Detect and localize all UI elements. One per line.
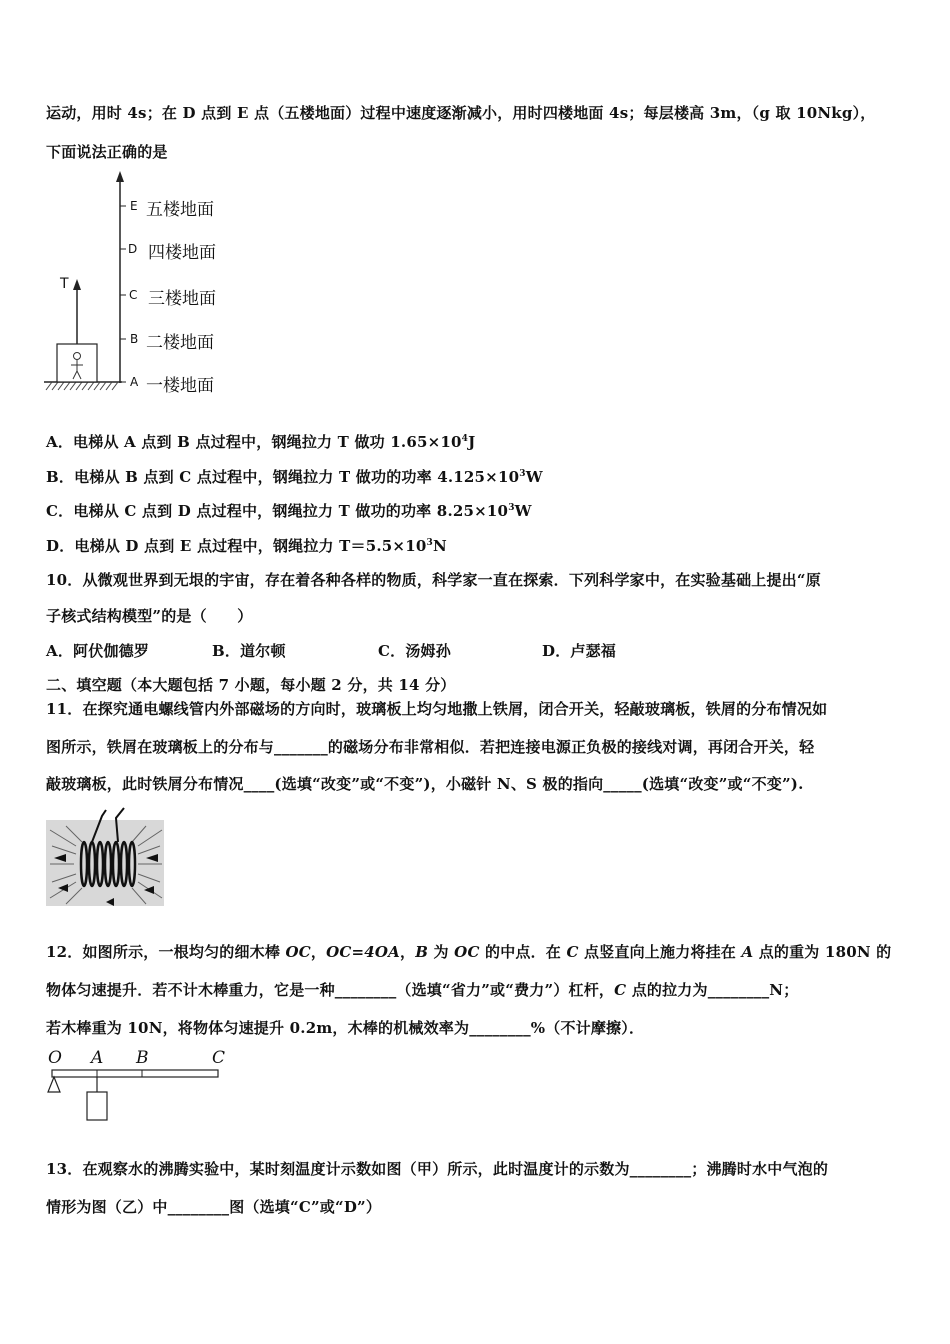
floor-point-e: E: [130, 199, 138, 213]
axis-arrow-icon: [116, 171, 124, 182]
q10-text-line1: 10．从微观世界到无垠的宇宙，存在着各种各样的物质，科学家一直在探索．下列科学家中，在实验基础上提出“原: [46, 571, 821, 589]
q10-option-b: B．道尔顿: [212, 642, 286, 660]
q11-text-line3: 敲玻璃板，此时铁屑分布情况____(选填“改变”或“不变”)，小磁针 N、S 极的指向_____(选填“改变”或“不变”).: [46, 775, 804, 793]
q9-option-a: A．电梯从 A 点到 B 点过程中，钢绳拉力 T 做功 $1.65\times 10^4J$: [46, 433, 476, 451]
fulcrum-icon: [48, 1077, 60, 1092]
q10-text-line2: 子核式结构模型”的是（ ）: [46, 607, 253, 625]
q10-option-d: D．卢瑟福: [542, 642, 617, 660]
q12-text-line2: 物体匀速提升．若不计木棒重力，它是一种________（选填“省力”或“费力”）杠杆，C 点的拉力为________N；: [46, 981, 799, 999]
lever-rod: [52, 1070, 218, 1077]
q12-text-line1: 12．如图所示，一根均匀的细木棒 OC，OC=4OA，B 为 OC 的中点．在 C 点竖直向上施力将挂在 A 点的重为 180N 的: [46, 943, 892, 961]
lever-label-c: C: [212, 1048, 226, 1068]
q10-option-a: A．阿伏伽德罗: [46, 642, 150, 660]
q9-text-line2: 下面说法正确的是: [46, 143, 168, 161]
floor-point-d: D: [128, 242, 138, 256]
q10-option-c: C．汤姆孙: [378, 642, 451, 660]
floor-point-a: A: [130, 375, 139, 389]
lever-label-a: A: [91, 1048, 104, 1068]
q9-option-b: B．电梯从 B 点到 C 点过程中，钢绳拉力 T 做功的功率 $4.125\times 10^3W$: [46, 468, 543, 486]
iron-filings-photo: [46, 806, 166, 908]
q9-option-c: C．电梯从 C 点到 D 点过程中，钢绳拉力 T 做功的功率 $8.25\times 10^3W$: [46, 502, 532, 520]
q9-option-d: D．电梯从 D 点到 E 点过程中，钢绳拉力 $T=5.5\times 10^3N$: [46, 537, 447, 555]
floor-label-c: 三楼地面: [148, 289, 216, 309]
floor-label-e: 五楼地面: [146, 200, 214, 220]
q9-text-line1: 运动，用时 4s；在 D 点到 E 点（五楼地面）过程中速度逐渐减小，用时四楼地面 4s；每层楼高 3m，（g 取 10Nkg），: [46, 104, 876, 122]
q11-text-line2: 图所示，铁屑在玻璃板上的分布与_______的磁场分布非常相似．若把连接电源正负极的接线对调，再闭合开关，轻: [46, 738, 815, 756]
q13-text-line2: 情形为图（乙）中________图（选填“C”或“D”）: [46, 1198, 382, 1216]
force-label: T: [60, 276, 69, 292]
lever-figure: [44, 1048, 234, 1126]
floor-label-d: 四楼地面: [148, 243, 216, 263]
floor-point-b: B: [130, 332, 139, 346]
q13-text-line1: 13．在观察水的沸腾实验中，某时刻温度计示数如图（甲）所示，此时温度计的示数为________；沸腾时水中气泡的: [46, 1160, 829, 1178]
elevator-figure: [40, 168, 240, 398]
q11-text-line1: 11．在探究通电螺线管内外部磁场的方向时，玻璃板上均匀地撒上铁屑，闭合开关，轻敲玻璃板，铁屑的分布情况如: [46, 700, 828, 718]
hanging-weight: [87, 1092, 107, 1120]
lever-label-o: O: [48, 1048, 62, 1068]
tension-arrow-icon: [73, 279, 81, 290]
iron-filings-figure: [46, 806, 166, 908]
section-heading: 二、填空题（本大题包括 7 小题，每小题 2 分，共 14 分）: [46, 676, 456, 694]
floor-label-a: 一楼地面: [146, 376, 214, 396]
floor-label-b: 二楼地面: [146, 333, 214, 353]
floor-point-c: C: [129, 288, 138, 302]
q12-text-line3: 若木棒重为 10N，将物体匀速提升 0.2m，木棒的机械效率为________%（不计摩擦）．: [46, 1019, 645, 1037]
lever-label-b: B: [136, 1048, 149, 1068]
